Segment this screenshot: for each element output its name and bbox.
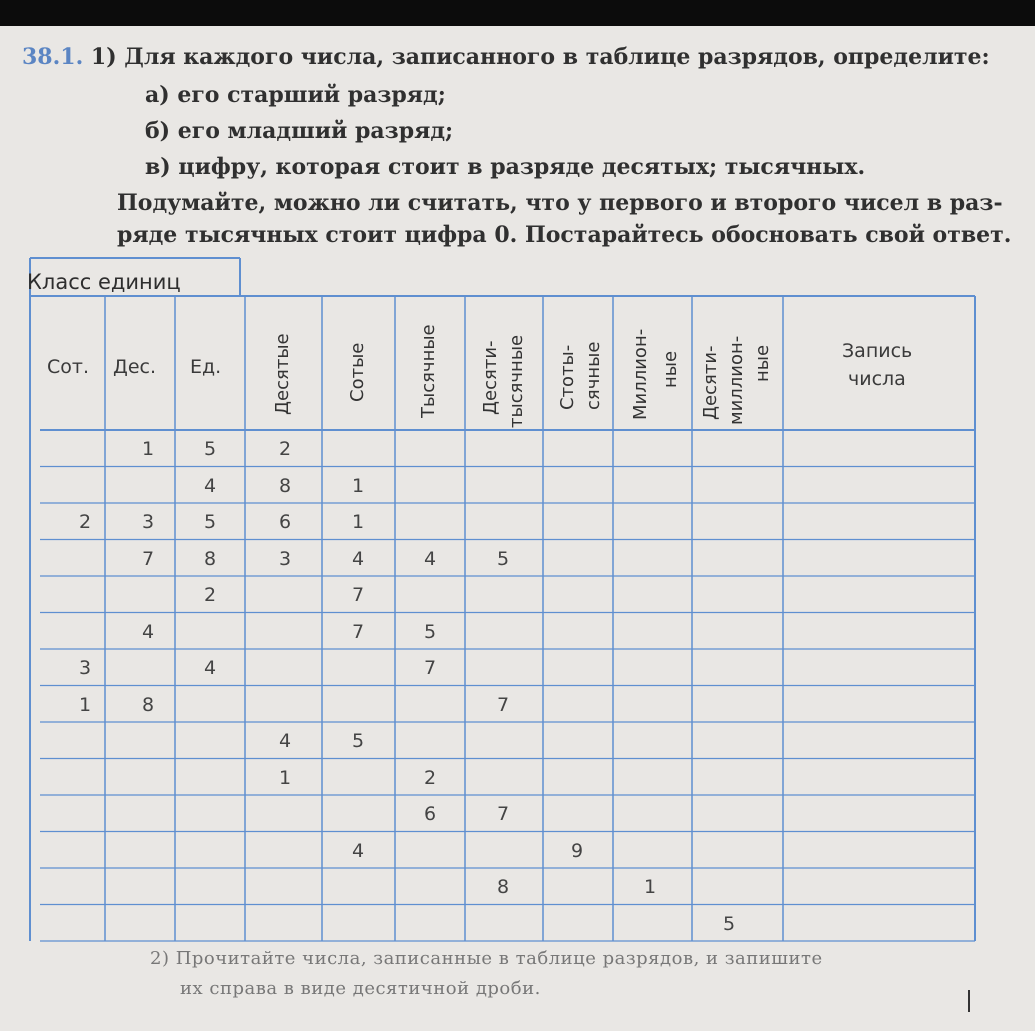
table-cell: 6: [423, 803, 437, 825]
table-cell: 7: [141, 547, 155, 570]
table-cell: 2: [278, 438, 292, 460]
col-header-ten-thousandths-2: тысячные: [506, 334, 527, 428]
class-units-header: Класс единиц: [27, 270, 181, 294]
col-header-hundreds: Сот.: [47, 356, 89, 378]
table-cell: 1: [351, 511, 365, 533]
table-cell: 6: [278, 511, 292, 533]
table-cell: 7: [496, 693, 510, 716]
table-cell: 3: [278, 547, 292, 570]
task2-line-2: их справа в виде десятичной дроби.: [180, 978, 541, 999]
table-cell: 7: [496, 803, 510, 825]
table-cell: 2: [78, 511, 92, 533]
table-cell: 5: [351, 730, 365, 752]
table-cell: 8: [496, 876, 510, 898]
col-header-millionths-1: Миллион-: [630, 328, 651, 420]
col-header-ten-millionths-1: Десяти-: [700, 345, 721, 420]
col-header-millionths-2: ные: [660, 350, 681, 388]
item-c: в) цифру, которая стоит в разряде десятых; тысячных.: [145, 154, 866, 180]
table-cell: 1: [643, 876, 657, 898]
col-header-record-1: Запись: [842, 340, 913, 362]
table-cell: 5: [423, 620, 437, 643]
task1-intro: 1) Для каждого числа, записанного в таблице разрядов, определите:: [90, 44, 990, 70]
exercise-number: 38.1.: [22, 44, 84, 70]
col-header-record-2: числа: [848, 368, 906, 390]
table-cell: 4: [203, 657, 217, 679]
col-header-hundredths: Сотые: [347, 342, 368, 402]
table-cell: 1: [78, 693, 92, 716]
col-header-tens: Дес.: [113, 356, 157, 378]
table-cell: 4: [141, 620, 155, 643]
table-cell: 8: [203, 547, 217, 570]
table-cell: 4: [423, 547, 437, 570]
table-cell: 7: [423, 657, 437, 679]
table-cell: 4: [203, 474, 217, 497]
col-header-hundred-thousandths-1: Стоты-: [557, 344, 578, 410]
table-cell: 8: [141, 693, 155, 716]
table-cell: 4: [351, 547, 365, 570]
table-cell: 1: [141, 438, 155, 460]
col-header-units: Ед.: [190, 356, 222, 378]
table-cell: 4: [351, 839, 365, 862]
think-line-2: ряде тысячных стоит цифра 0. Постарайтесь обосновать свой ответ.: [117, 222, 1012, 248]
table-cell: 2: [423, 766, 437, 789]
table-cell: 9: [570, 839, 584, 862]
item-b: б) его младший разряд;: [145, 118, 454, 144]
table-cell: 1: [278, 766, 292, 789]
table-cell: 3: [141, 511, 155, 533]
table-cell: 5: [496, 547, 510, 570]
col-header-thousandths: Тысячные: [418, 324, 439, 418]
table-cell: 2: [203, 584, 217, 606]
table-cell: 7: [351, 620, 365, 643]
think-line-1: Подумайте, можно ли считать, что у первого и второго чисел в раз-: [117, 190, 1003, 216]
table-cell: 5: [203, 438, 217, 460]
table-cell: 5: [722, 912, 736, 935]
table-cell: 7: [351, 584, 365, 606]
table-cell: 4: [278, 730, 292, 752]
col-header-ten-thousandths-1: Десяти-: [480, 340, 501, 415]
task2-line-1: 2) Прочитайте числа, записанные в таблице разрядов, и запишите: [150, 948, 823, 969]
table-cell: 5: [203, 511, 217, 533]
col-header-ten-millionths-2: миллион-: [726, 335, 747, 425]
text-cursor: [968, 990, 970, 1012]
col-header-hundred-thousandths-2: сячные: [583, 341, 604, 410]
table-cell: 3: [78, 657, 92, 679]
table-cell: 8: [278, 474, 292, 497]
item-a: а) его старший разряд;: [145, 82, 446, 108]
col-header-ten-millionths-3: ные: [752, 344, 773, 382]
table-cell: 1: [351, 474, 365, 497]
col-header-tenths: Десятые: [272, 333, 293, 415]
